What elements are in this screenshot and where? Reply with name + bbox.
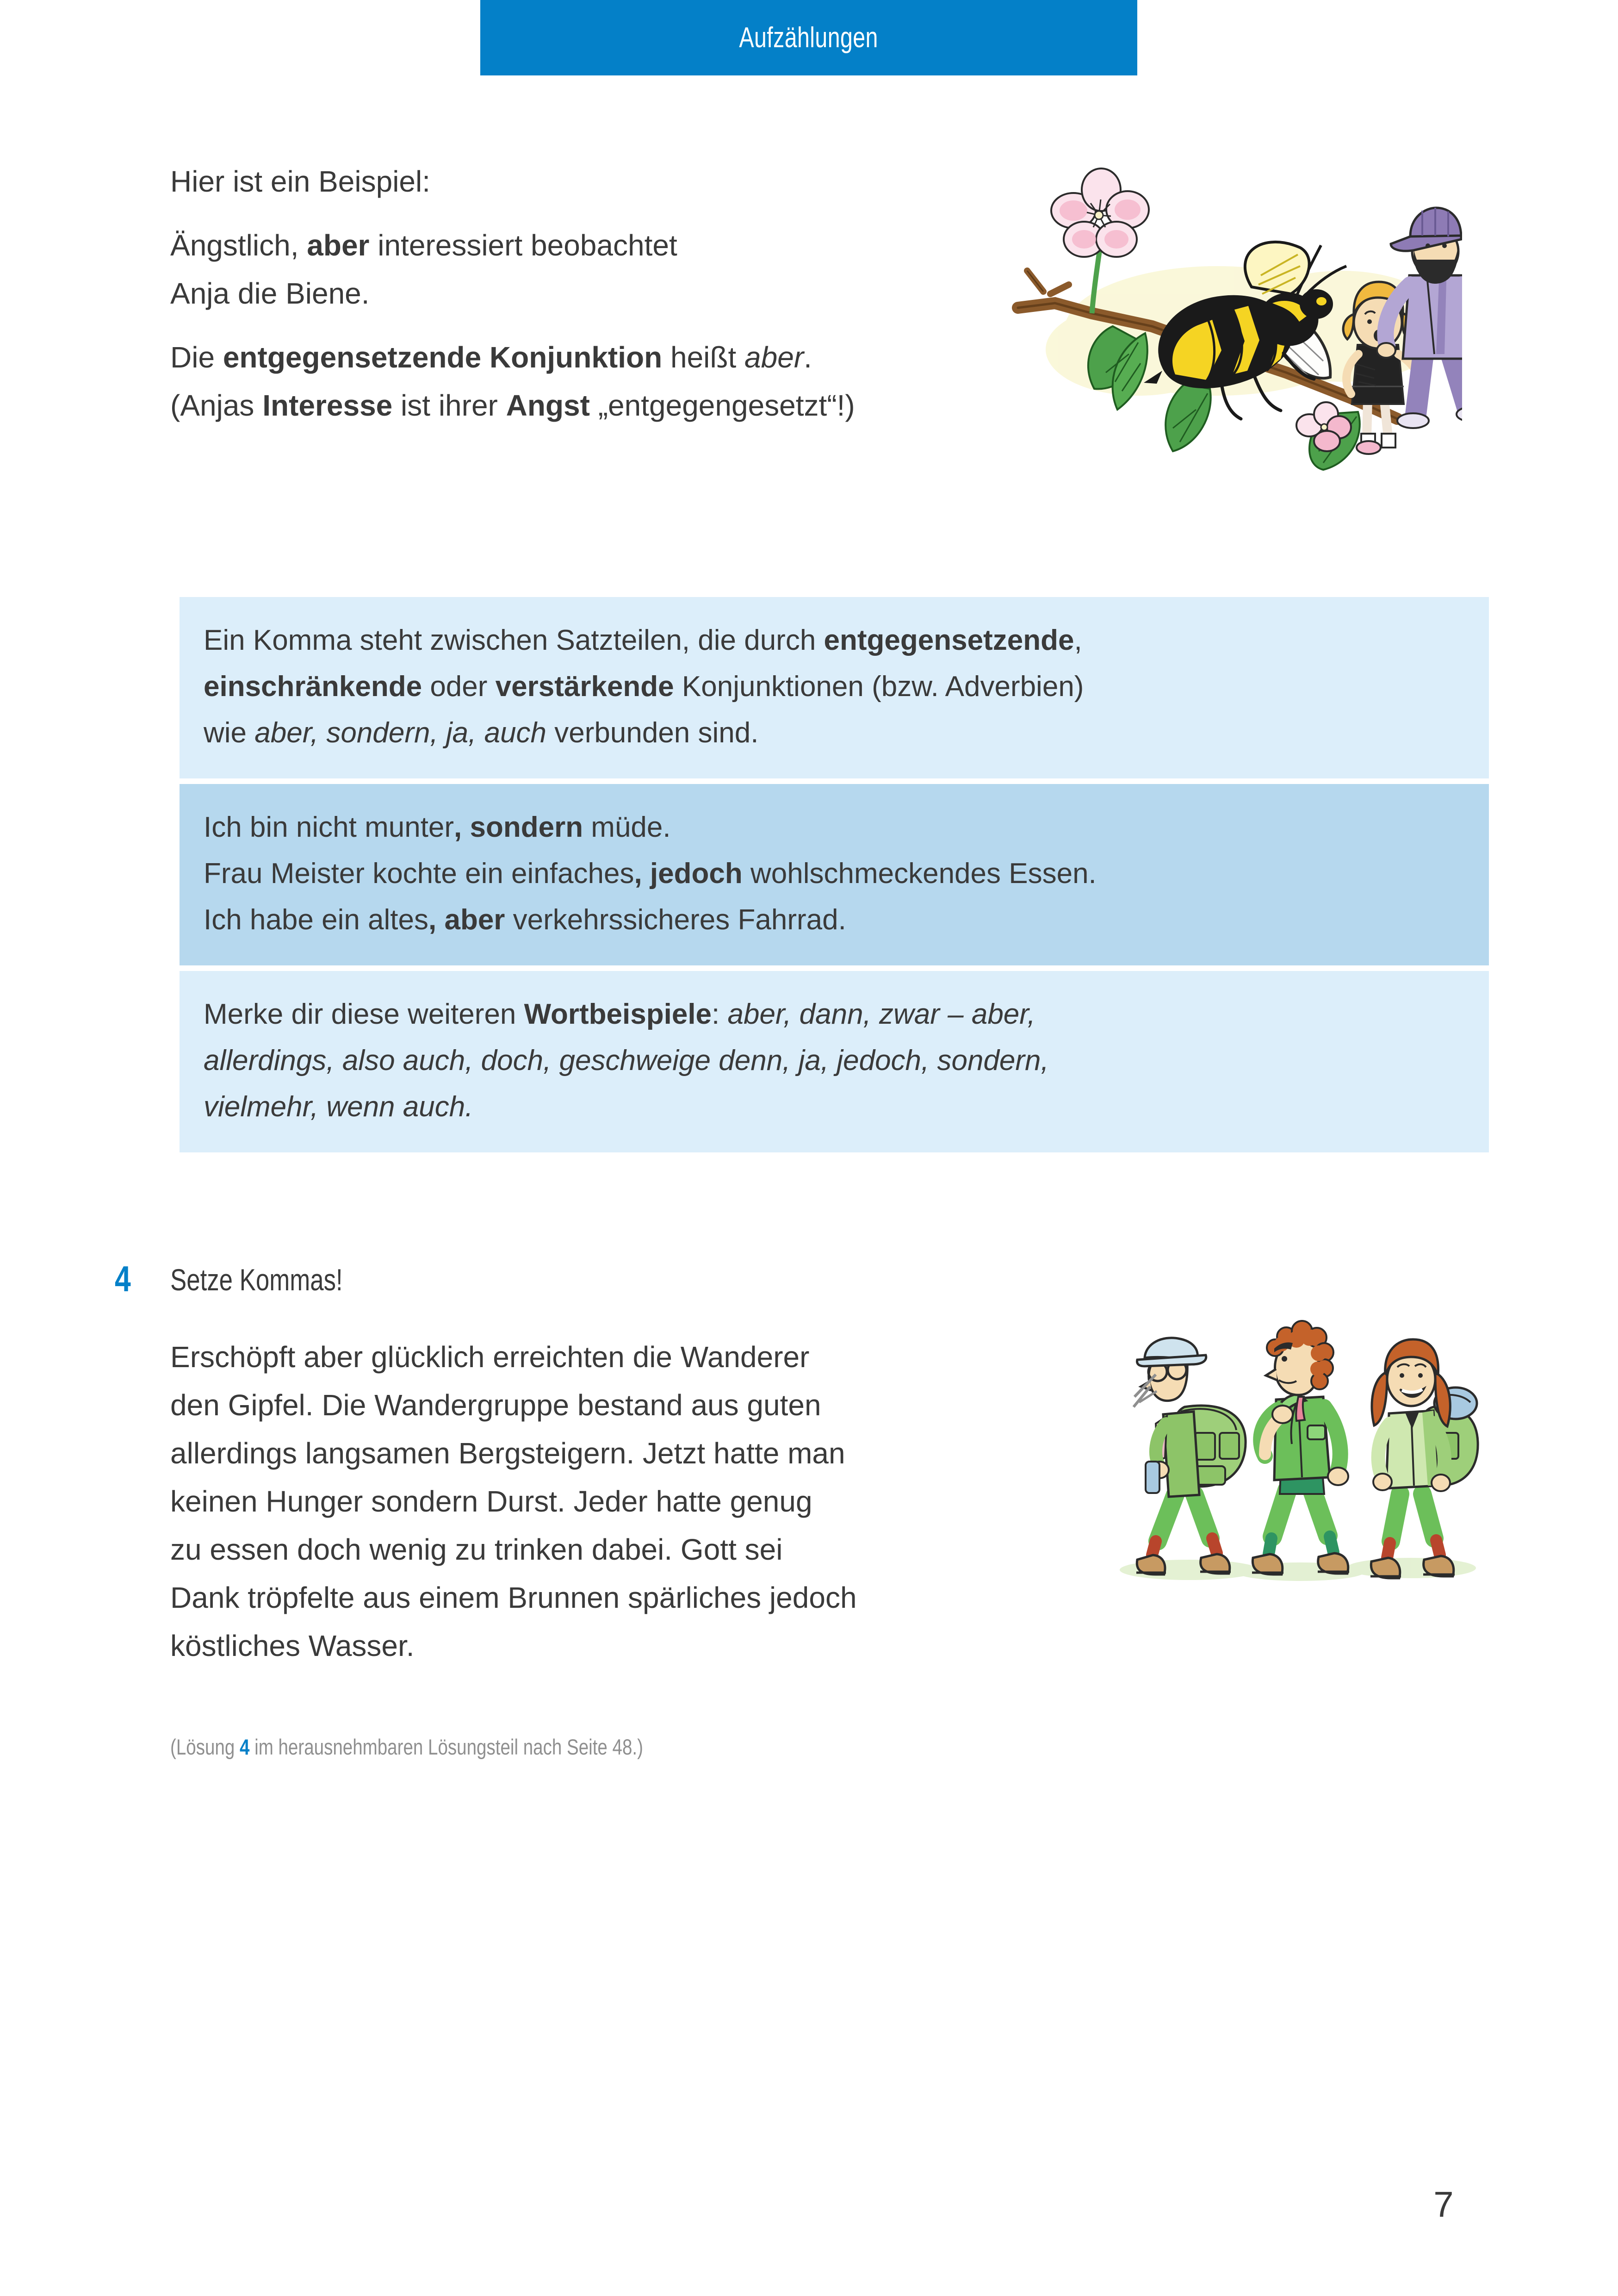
rule-line-1-inner (170, 341, 812, 374)
rule-text-a: Die (170, 341, 223, 374)
ib-w2-words: allerdings, also auch, doch, geschweige denn, ja, jedoch, sondern, (204, 1045, 1049, 1076)
exercise-body-line-3: allerdings langsamen Bergsteigern. Jetzt hatte man (170, 1437, 845, 1470)
infobox-example-1 (204, 804, 1465, 851)
ib-e1-conj-sondern: , sondern (454, 811, 583, 843)
infobox-rule-line-1-inner (204, 624, 1082, 656)
rule2-term-angst: Angst (506, 389, 590, 422)
example-sentence-line-1-inner (170, 229, 677, 262)
exercise-body-line-4: keinen Hunger sondern Durst. Jeder hatte genug (170, 1485, 812, 1518)
ib-w1-term-wortbeispiele: Wortbeispiele (524, 998, 712, 1030)
ib-e2-c: wohlschmeckendes Essen. (742, 858, 1097, 890)
solution-note-number: 4 (239, 1735, 250, 1759)
infobox-rule-line-2 (204, 664, 1465, 710)
rule-word-aber: aber (744, 341, 804, 374)
ib-r3-a: wie (204, 717, 255, 749)
ib-e1-a: Ich bin nicht munter (204, 811, 454, 843)
ib-r1-c: , (1074, 624, 1082, 656)
infobox-example-1-inner (204, 811, 671, 843)
infobox-wordlist-band (180, 971, 1489, 1152)
ib-r3-c: verbunden sind. (546, 717, 759, 749)
rule2-text-e: „entgegengesetzt“!) (589, 389, 855, 422)
ib-r3-wordlist: aber, sondern, ja, auch (254, 717, 547, 749)
ib-e1-c: müde. (583, 811, 671, 843)
infobox-example-2 (204, 851, 1465, 897)
ib-r1-a: Ein Komma steht zwischen Satzteilen, die durch (204, 624, 824, 656)
infobox-rule-line-1 (204, 617, 1465, 664)
exercise-body-line-6: Dank tröpfelte aus einem Brunnen spärliches jedoch (170, 1581, 857, 1614)
ib-e2-a: Frau Meister kochte ein einfaches (204, 858, 634, 890)
ib-e2-conj-jedoch: , jedoch (634, 858, 743, 890)
exercise-body-line-7: köstliches Wasser. (170, 1629, 415, 1662)
rule-line-1 (170, 333, 1026, 381)
infobox-examples-band (180, 784, 1489, 965)
rule-line-2 (170, 381, 1026, 429)
infobox-rule-band (180, 597, 1489, 778)
exercise-body-line-1: Erschöpft aber glücklich erreichten die Wanderer (170, 1340, 810, 1374)
exercise-body-line-2: den Gipfel. Die Wandergruppe bestand aus guten (170, 1388, 821, 1422)
solution-reference-note (170, 1732, 643, 1762)
solution-note-prefix: (Lösung (170, 1735, 240, 1759)
ib-w1-a: Merke dir diese weiteren (204, 998, 524, 1030)
ib-w3-words: vielmehr, wenn auch. (204, 1091, 473, 1123)
exercise-body-line (170, 1477, 1072, 1525)
infobox-rule-line-2-inner (204, 671, 1084, 703)
rule-term-konjunktion: entgegensetzende Konjunktion (223, 341, 663, 374)
page-header-banner (480, 0, 1137, 75)
intro-lead-text: Hier ist ein Beispiel: (170, 165, 430, 198)
infobox-rule-line-3-inner (204, 717, 758, 749)
exercise-instruction: Setze Kommas! (170, 1263, 343, 1297)
exercise-number-badge: 4 (115, 1258, 131, 1299)
infobox-example-3-inner (204, 904, 846, 936)
page-header-title: Aufzählungen (739, 22, 879, 54)
page-number: 7 (1433, 2184, 1454, 2225)
ib-r1-term-entgegensetzende: entgegensetzende (824, 624, 1074, 656)
rule2-term-interesse: Interesse (262, 389, 393, 422)
exercise-body-line (170, 1525, 1072, 1574)
infobox-wordlist-line-3 (204, 1084, 1465, 1130)
infobox-wordlist-line-2 (204, 1038, 1465, 1084)
exercise-body-line (170, 1622, 1072, 1670)
infobox-rule-line-3 (204, 710, 1465, 756)
ib-w1-c: : (712, 998, 728, 1030)
solution-note-suffix: im herausnehmbaren Lösungsteil nach Seite 48.) (249, 1735, 643, 1759)
intro-text-block (170, 157, 1026, 429)
ib-w1-words: aber, dann, zwar – aber, (727, 998, 1035, 1030)
example-conjunction-aber: aber (307, 229, 370, 262)
example-text-c: interessiert beobachtet (369, 229, 677, 262)
exercise-body-line (170, 1381, 1072, 1429)
rule-text-e: . (804, 341, 812, 374)
ib-e3-c: verkehrssicheres Fahrrad. (505, 904, 846, 936)
three-hikers-illustration (1115, 1314, 1481, 1587)
infobox-separator-1 (180, 778, 1489, 784)
exercise-body-line (170, 1333, 1072, 1381)
intro-lead-line (170, 157, 1026, 205)
infobox-separator-2 (180, 965, 1489, 971)
infobox-wordlist-line-1-inner (204, 998, 1035, 1030)
example-sentence-line-2 (170, 269, 1026, 317)
rule-line-2-inner (170, 389, 855, 422)
exercise-body-line (170, 1429, 1072, 1477)
ib-r2-d: Konjunktionen (bzw. Adverbien) (674, 671, 1084, 703)
example-sentence-line-1 (170, 221, 1026, 269)
spacer (170, 205, 1026, 221)
rule2-text-c: ist ihrer (392, 389, 506, 422)
rule-text-c: heißt (662, 341, 745, 374)
ib-r2-term-verstaerkende: verstärkende (495, 671, 674, 703)
example-sentence-line-2-inner: Anja die Biene. (170, 277, 370, 310)
bee-on-branch-illustration (999, 132, 1462, 474)
infobox-example-2-inner (204, 858, 1097, 890)
ib-r2-b: oder (422, 671, 496, 703)
example-text-a: Ängstlich, (170, 229, 307, 262)
spacer (170, 317, 1026, 333)
ib-r2-term-einschraenkende: einschränkende (204, 671, 422, 703)
infobox-example-3 (204, 897, 1465, 943)
exercise-body-text[interactable] (170, 1333, 1072, 1670)
infobox-wordlist-line-1 (204, 991, 1465, 1038)
ib-e3-a: Ich habe ein altes (204, 904, 429, 936)
exercise-body-line (170, 1574, 1072, 1622)
exercise-body-line-5: zu essen doch wenig zu trinken dabei. Gott sei (170, 1533, 783, 1566)
rule-infobox (180, 597, 1489, 1152)
rule2-text-a: (Anjas (170, 389, 263, 422)
ib-e3-conj-aber: , aber (428, 904, 505, 936)
